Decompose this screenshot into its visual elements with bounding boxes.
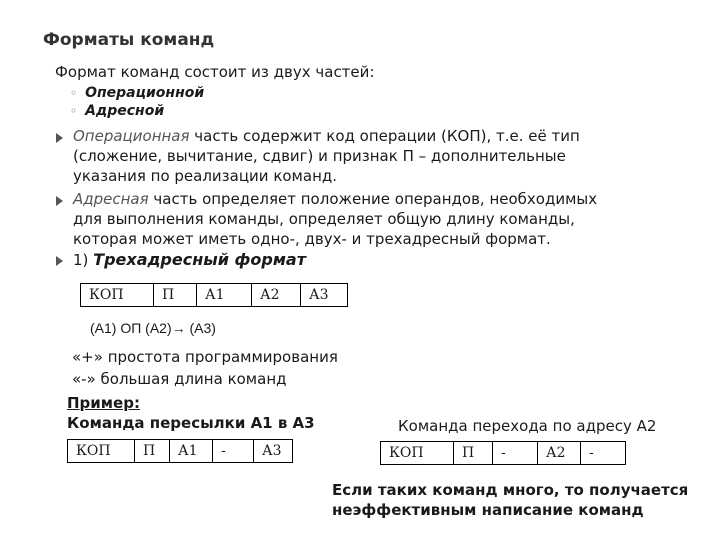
circle-bullet-icon: ◦ <box>70 104 78 118</box>
bullet-arrow-icon <box>56 256 63 266</box>
address-paragraph <box>73 189 597 249</box>
three-address-heading <box>73 250 306 270</box>
field-cell: А3 <box>254 440 293 463</box>
paragraph-line: для выполнения команды, определяет общую длину команды, <box>73 210 575 228</box>
paragraph-line: часть содержит код операции (КОП), т.е. её тип <box>189 127 580 145</box>
paragraph-line: указания по реализации команд. <box>73 167 338 185</box>
slide-title: Форматы команд <box>43 30 215 50</box>
heading-prefix: 1) <box>73 251 94 269</box>
part-label: Операционной <box>85 85 205 101</box>
three-address-format-table <box>80 283 348 307</box>
example1-table <box>67 439 293 463</box>
field-cell: А1 <box>197 284 252 307</box>
paragraph-line: которая может иметь одно-, двух- и трехадресный формат. <box>73 230 551 248</box>
field-cell: КОП <box>381 442 454 465</box>
part-item-operational <box>70 85 204 101</box>
field-cell: А3 <box>301 284 348 307</box>
term-operational: Операционная <box>73 127 190 145</box>
heading-term: Трехадресный формат <box>93 250 306 269</box>
field-cell: - <box>581 442 626 465</box>
conclusion-line-2: неэффективным написание команд <box>332 501 644 519</box>
paragraph-line: часть определяет положение операндов, необходимых <box>148 190 598 208</box>
pro-text: «+» простота программирования <box>72 348 338 366</box>
paragraph-line: (сложение, вычитание, сдвиг) и признак П – дополнительные <box>73 147 566 165</box>
field-cell: А2 <box>538 442 581 465</box>
operational-paragraph <box>73 126 580 186</box>
example-label: Пример: <box>67 394 140 412</box>
example2-table <box>380 441 626 465</box>
field-cell: КОП <box>81 284 154 307</box>
bullet-arrow-icon <box>56 196 63 206</box>
bullet-arrow-icon <box>56 133 63 143</box>
term-address: Адресная <box>73 190 149 208</box>
example2-title: Команда перехода по адресу А2 <box>398 417 657 435</box>
field-cell: - <box>493 442 538 465</box>
field-cell: П <box>454 442 493 465</box>
field-cell: А2 <box>252 284 301 307</box>
conclusion-line-1: Если таких команд много, то получается <box>332 481 689 499</box>
operation-note: (А1) ОП (А2)→ (А3) <box>90 320 216 336</box>
field-cell: - <box>213 440 254 463</box>
field-cell: П <box>154 284 197 307</box>
con-text: «-» большая длина команд <box>72 370 287 388</box>
field-cell: А1 <box>170 440 213 463</box>
field-cell: КОП <box>68 440 135 463</box>
circle-bullet-icon: ◦ <box>70 86 78 100</box>
intro-text: Формат команд состоит из двух частей: <box>55 63 375 81</box>
example1-title: Команда пересылки А1 в А3 <box>67 414 315 432</box>
field-cell: П <box>135 440 170 463</box>
part-label: Адресной <box>85 103 165 119</box>
part-item-address <box>70 103 164 119</box>
